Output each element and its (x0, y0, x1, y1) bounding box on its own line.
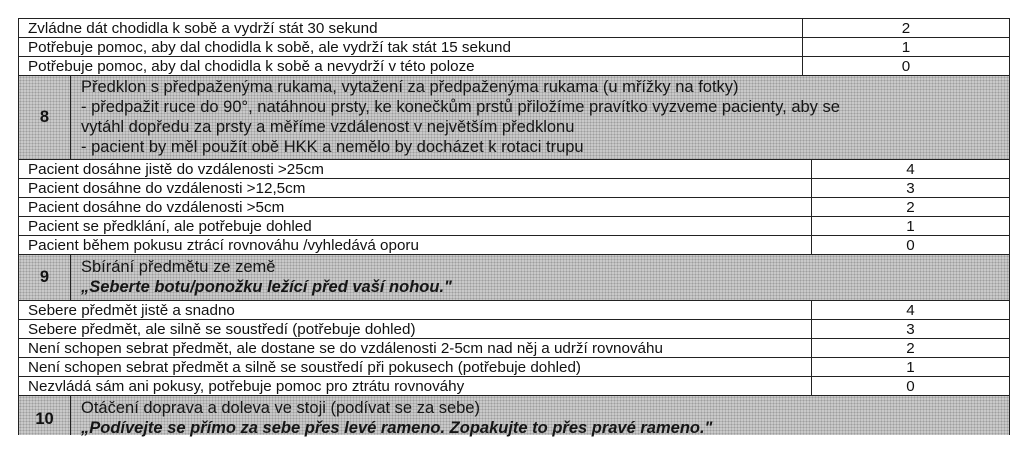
score-value: 1 (811, 217, 1009, 235)
section-description (71, 255, 1009, 300)
section-number: 9 (19, 255, 71, 300)
table-row (18, 197, 1010, 216)
criterion-text: Pacient dosáhne do vzdálenosti >12,5cm (28, 180, 306, 197)
criterion-text: Potřebuje pomoc, aby dal chodidla k sobě a nevydrží v této poloze (28, 58, 475, 75)
score-value: 4 (811, 160, 1009, 178)
score-value: 2 (811, 198, 1009, 216)
section-instruction: „Podívejte se přímo za sebe přes levé rameno. Zopakujte to přes pravé rameno." (81, 419, 713, 437)
section-instruction: „Seberte botu/ponožku ležící před vaší nohou." (81, 278, 452, 296)
criterion-text: Sebere předmět jistě a snadno (28, 302, 235, 319)
assessment-table (18, 18, 1010, 435)
score-value: 1 (802, 38, 1009, 56)
section-number: 10 (19, 396, 71, 435)
criterion-text: Zvládne dát chodidla k sobě a vydrží stát 30 sekund (28, 20, 378, 37)
table-row (18, 319, 1010, 338)
score-value: 0 (811, 236, 1009, 254)
criterion-text: Pacient dosáhne jistě do vzdálenosti >25cm (28, 161, 324, 178)
table-row (18, 235, 1010, 254)
table-row (18, 338, 1010, 357)
section-number: 8 (19, 76, 71, 159)
section-description (71, 396, 1009, 435)
criterion-text: Sebere předmět, ale silně se soustředí (potřebuje dohled) (28, 321, 416, 338)
score-value: 2 (811, 339, 1009, 357)
section-description (71, 76, 1009, 159)
score-value: 4 (811, 301, 1009, 319)
table-row (18, 37, 1010, 56)
section-instruction: - předpažit ruce do 90°, natáhnou prsty, ke konečkům prstů přiložíme pravítko vyzveme pacienty, aby se (81, 98, 840, 116)
table-row (18, 56, 1010, 75)
score-value: 0 (802, 57, 1009, 75)
table-row (18, 376, 1010, 395)
table-row (18, 18, 1010, 37)
criterion-text: Nezvládá sám ani pokusy, potřebuje pomoc pro ztrátu rovnováhy (28, 378, 465, 395)
table-row (18, 300, 1010, 319)
section-title: Otáčení doprava a doleva ve stoji (podívat se za sebe) (81, 399, 480, 417)
section-header-8 (18, 75, 1010, 159)
section-instruction: vytáhl dopředu za prsty a měříme vzdálenost v největším předklonu (81, 118, 575, 136)
score-value: 2 (802, 19, 1009, 37)
score-value: 3 (811, 179, 1009, 197)
criterion-text: Není schopen sebrat předmět a silně se soustředí při pokusech (potřebuje dohled) (28, 359, 581, 376)
section-instruction: - pacient by měl použít obě HKK a nemělo by docházet k rotaci trupu (81, 138, 584, 156)
score-value: 1 (811, 358, 1009, 376)
table-row (18, 357, 1010, 376)
section-title: Předklon s předpaženýma rukama, vytažení za předpaženýma rukama (u mřížky na fotky) (81, 78, 739, 96)
criterion-text: Není schopen sebrat předmět, ale dostane se do vzdálenosti 2-5cm nad něj a udrží rovnováhu (28, 340, 663, 357)
criterion-text: Pacient dosáhne do vzdálenosti >5cm (28, 199, 285, 216)
score-value: 0 (811, 377, 1009, 395)
section-header-9 (18, 254, 1010, 300)
criterion-text: Pacient během pokusu ztrácí rovnováhu /vyhledává oporu (28, 237, 419, 254)
criterion-text: Pacient se předklání, ale potřebuje dohled (28, 218, 312, 235)
table-row (18, 216, 1010, 235)
table-row (18, 178, 1010, 197)
score-value: 3 (811, 320, 1009, 338)
criterion-text: Potřebuje pomoc, aby dal chodidla k sobě, ale vydrží tak stát 15 sekund (28, 39, 511, 56)
table-row (18, 159, 1010, 178)
section-title: Sbírání předmětu ze země (81, 258, 276, 276)
section-header-10 (18, 395, 1010, 435)
